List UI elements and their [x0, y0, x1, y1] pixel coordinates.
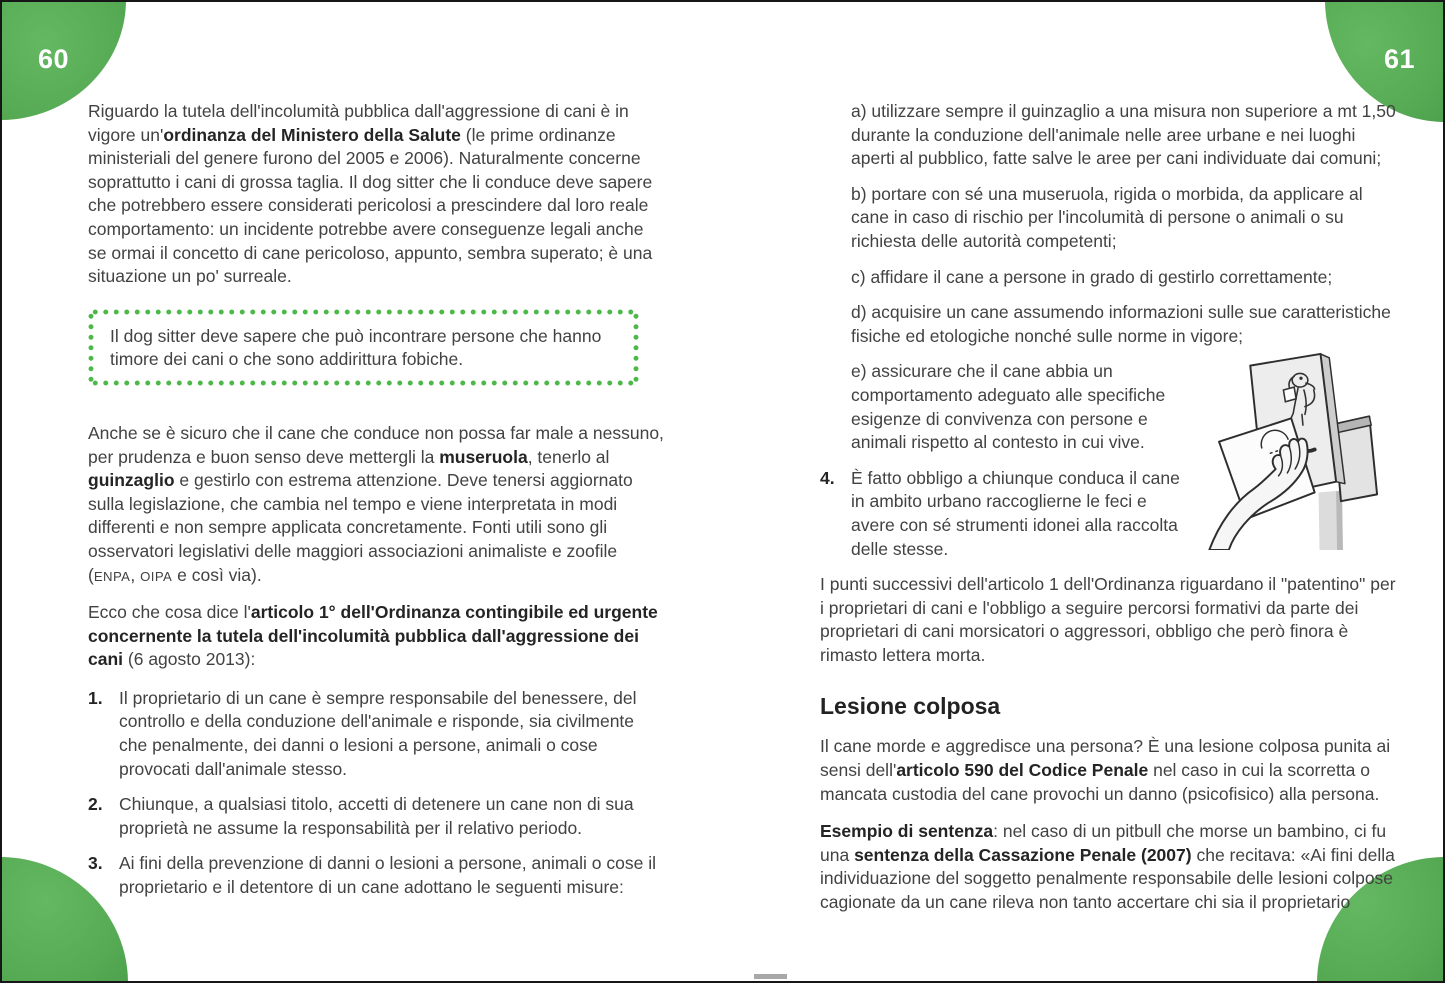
list-number: 2. — [88, 794, 103, 815]
list-item-text: Ai fini della prevenzione di danni o lesioni a persone, animali o cose il proprietario e il detentore di un cane adottano le seguenti misure: — [119, 853, 656, 898]
paragraph-lesione: Il cane morde e aggredisce una persona? È una lesione colposa punita ai sensi dell'articolo 590 del Codice Penale nel caso in cui la scorretta o mancata custodia del cane provochi un danno (psicofisico) alla persona. — [820, 736, 1391, 804]
list-item-4 — [820, 467, 1398, 561]
dotted-border — [90, 380, 637, 386]
paragraph-patentino: I punti successivi dell'articolo 1 dell'Ordinanza riguardano il "patentino" per i proprietari di cani e l'obbligo a seguire percorsi formativi da parte dei proprietari di cani morsicatori o aggressori, obbligo che però finora è rimasto lettera morta. — [820, 574, 1396, 665]
page-60 — [88, 100, 664, 912]
paragraph-legislation: Anche se è sicuro che il cane che conduce non possa far male a nessuno, per prudenza e buon senso deve mettergli la museruola, tenerlo al guinzaglio e gestirlo con estrema attenzione. Deve tenersi aggiornato sulla legislazione, che cambia nel tempo e viene interpretata in modi differenti e non sempre applicata concretamente. Fonti utili sono gli osservatori legislativi delle maggiori associazioni animaliste e zoofile (ENPA, OIPA e così via). — [88, 422, 664, 585]
measure-c: c) affidare il cane a persone in grado di gestirlo correttamente; — [851, 266, 1333, 287]
list-item-text: Chiunque, a qualsiasi titolo, accetti di detenere un cane non di sua proprietà ne assume la responsabilità per il relativo periodo. — [119, 794, 634, 838]
measure-e: e) assicurare che il cane abbia un comportamento adeguato alle specifiche esigenze di convivenza con persone e animali rispetto al contesto in cui vive. — [851, 361, 1166, 453]
page-61 — [820, 100, 1398, 928]
paragraph-esempio: Esempio di sentenza: nel caso di un pitbull che morse un bambino, ci fu una sentenza della Cassazione Penale (2007) che recitava: «Ai fini della individuazione del soggetto penalmente responsabile delle lesioni colpose cagionate da un cane rileva non tanto accertare chi sia il proprietario — [820, 821, 1395, 913]
section-heading: Lesione colposa — [820, 693, 1001, 720]
dotted-border — [88, 311, 94, 384]
list-number: 4. — [820, 467, 835, 488]
binding-mark — [754, 974, 787, 979]
measure-b: b) portare con sé una museruola, rigida o morbida, da applicare al cane in caso di rischio per l'incolumità di persone o animali o su richiesta delle autorità competenti; — [851, 183, 1363, 251]
page-number-left: 60 — [38, 44, 70, 74]
list-item-text: Il proprietario di un cane è sempre responsabile del benessere, del controllo e della conduzione dell'animale e risponde, sia civilmente che penalmente, dei danni o lesioni a persone, animali o cose provocati dall'animale stesso. — [119, 687, 637, 779]
paragraph-ordinanza-intro: Ecco che cosa dice l'articolo 1° dell'Ordinanza contingibile ed urgente concernente la tutela dell'incolumità pubblica dall'aggressione dei cani (6 agosto 2013): — [88, 602, 658, 670]
list-item-2 — [88, 793, 664, 840]
intro-paragraph: Riguardo la tutela dell'incolumità pubblica dall'aggressione di cani è in vigore un'ordinanza del Ministero della Salute (le prime ordinanze ministeriali del genere furono del 2005 e 2006). Naturalmente concerne soprattutto i cani di grossa taglia. Il dog sitter che li conduce deve sapere che potrebbero essere considerati pericolosi a prescindere dal loro reale comportamento: un incidente potrebbe avere conseguenze legali anche se ormai il concetto di cane pericoloso, appunto, sembra superato; è una situazione un po' surreale. — [88, 101, 653, 287]
callout-box — [88, 309, 639, 386]
measure-a: a) utilizzare sempre il guinzaglio a una misura non superiore a mt 1,50 durante la conduzione dell'animale nelle aree urbane e nei luoghi aperti al pubblico, fatte salve le aree per cani individuate dai comuni; — [851, 101, 1396, 169]
list-item-1 — [88, 687, 664, 781]
page-number-right: 61 — [1383, 44, 1415, 74]
measure-d: d) acquisire un cane assumendo informazioni sulle sue caratteristiche fisiche ed etologiche nonché sulle norme in vigore; — [851, 302, 1391, 346]
dotted-border — [90, 309, 637, 315]
callout-text: Il dog sitter deve sapere che può incontrare persone che hanno timore dei cani o che sono addirittura fobiche. — [110, 325, 602, 370]
list-item-text: È fatto obbligo a chiunque conduca il cane in ambito urbano raccoglierne le feci e avere con sé strumenti idonei alla raccolta delle stesse. — [851, 467, 1180, 559]
list-number: 3. — [88, 853, 103, 874]
dotted-border — [633, 311, 639, 384]
list-number: 1. — [88, 687, 103, 708]
list-item-3 — [88, 852, 664, 899]
